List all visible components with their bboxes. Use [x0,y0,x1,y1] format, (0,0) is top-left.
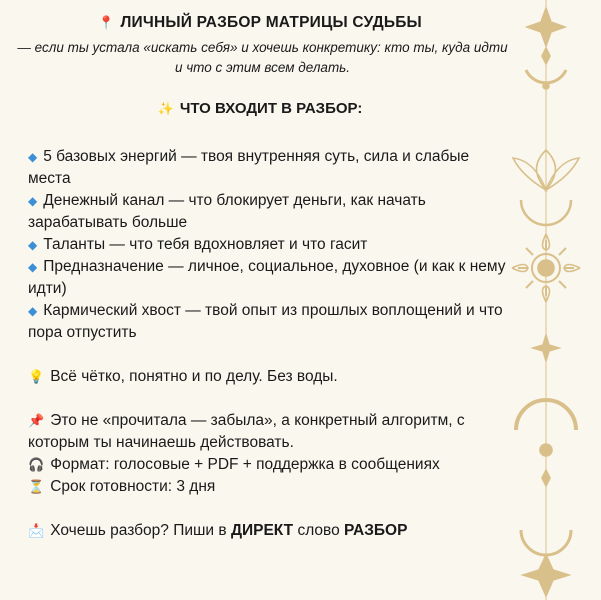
algorithm-text: Это не «прочитала — забыла», а конкретный алгоритм, с которым ты начинаешь действовать. [28,412,465,451]
diamond-icon: ◆ [28,304,38,318]
subtitle-line-2: и что с этим всем делать. [174,60,351,75]
format-text: Формат: голосовые + PDF + поддержка в сообщениях [50,456,440,473]
diamond-icon: ◆ [28,150,38,164]
page-title [0,14,520,32]
clarity-text: Всё чётко, понятно и по делу. Без воды. [50,368,338,385]
list-item-text: Таланты — что тебя вдохновляет и что гасит [43,236,368,253]
lightbulb-icon: 💡 [28,369,45,384]
list-item [28,146,510,190]
diamond-icon: ◆ [28,260,38,274]
cta-middle: слово [297,522,340,539]
format-line [28,454,510,476]
headphones-icon: 🎧 [28,457,45,472]
pin-icon: 📍 [98,15,115,30]
list-item-text: 5 базовых энергий — твоя внутренняя суть, сила и слабые места [28,148,470,187]
content-body [28,146,510,542]
list-item [28,190,510,234]
deadline-line [28,476,510,498]
title-text: ЛИЧНЫЙ РАЗБОР МАТРИЦЫ СУДЬБЫ [120,14,422,31]
diamond-icon: ◆ [28,194,38,208]
sparkles-icon: ✨ [157,101,174,116]
cta-prefix: Хочешь разбор? Пиши в [50,522,227,539]
section-title [0,100,520,117]
list-item [28,234,510,256]
list-item-text: Предназначение — личное, социальное, духовное (и как к нему идти) [28,258,506,297]
list-item [28,300,510,344]
subtitle-line-1: — если ты устала «искать себя» и хочешь конкретику: кто ты, куда идти [17,40,508,55]
list-item-text: Денежный канал — что блокирует деньги, как начать зарабатывать больше [28,192,426,231]
pushpin-icon: 📌 [28,413,45,428]
clarity-line [28,366,510,388]
deadline-text: Срок готовности: 3 дня [50,478,216,495]
list-item [28,256,510,300]
envelope-icon: 📩 [28,523,45,538]
cta-line [28,520,510,542]
section-title-text: ЧТО ВХОДИТ В РАЗБОР: [179,100,363,117]
algorithm-line [28,410,510,454]
diamond-icon: ◆ [28,238,38,252]
subtitle [0,38,525,78]
cta-word: РАЗБОР [344,522,408,539]
hourglass-icon: ⏳ [28,479,45,494]
cta-direct: ДИРЕКТ [230,522,294,539]
list-item-text: Кармический хвост — твой опыт из прошлых воплощений и что пора отпустить [28,302,503,341]
